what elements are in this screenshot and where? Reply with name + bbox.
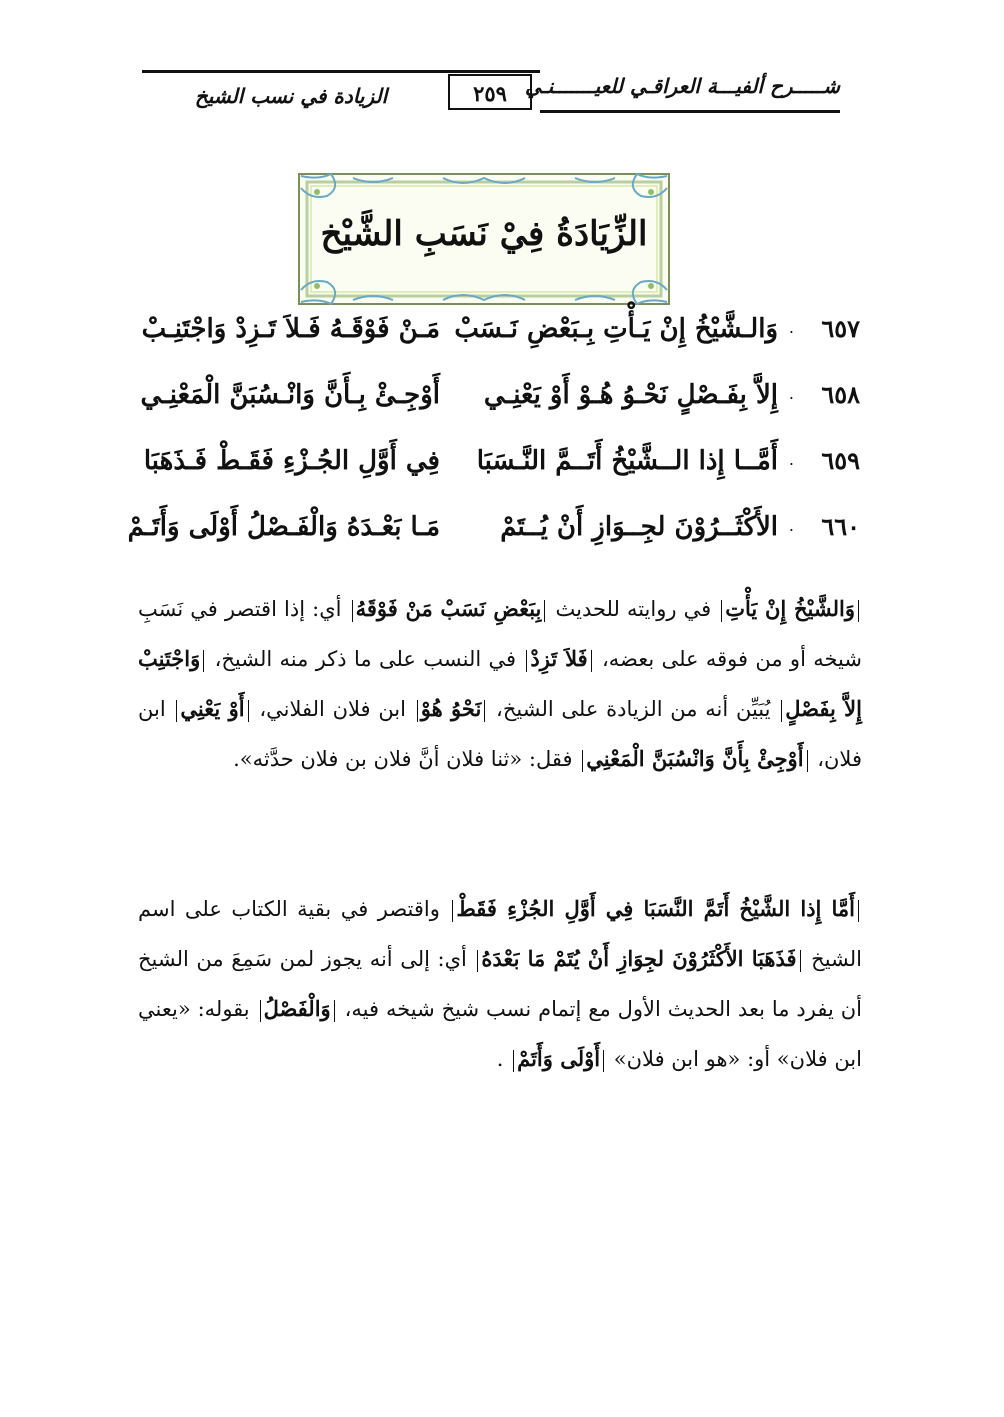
- commentary-paragraph: [138, 584, 862, 784]
- commentary-text: ابن فلان الفلاني،: [259, 697, 406, 721]
- verse-separator: .: [788, 384, 794, 403]
- quote-bar: [858, 600, 859, 622]
- quoted-verse: نَحْوُ هُوْ: [420, 696, 482, 721]
- header-rule-top: [142, 70, 540, 73]
- quote-bar: [260, 1000, 261, 1022]
- quote-bar: [591, 650, 592, 672]
- verse-separator: .: [788, 516, 794, 535]
- quote-bar: [452, 900, 453, 922]
- header-rule-bottom: [540, 110, 840, 113]
- verse-number: ٦٥٨: [821, 380, 860, 409]
- quote-bar: [176, 700, 177, 722]
- quoted-verse: وَالْفَصْلُ: [263, 996, 331, 1021]
- commentary-text: واقتصر في بقية الكتاب على اسم الشيخ: [138, 897, 862, 971]
- commentary-text: ابن فلان،: [138, 697, 862, 771]
- commentary-text: بقوله: «يعني ابن فلان» أو: «هو ابن فلان»: [138, 997, 862, 1071]
- verse-line: [110, 380, 870, 420]
- verse-hemistich-first: الأَكْثَــرُوْنَ لجِــوَازِ أَنْ يُــتَمْ: [500, 512, 778, 542]
- quoted-verse: وَالشَّيْخُ إِنْ يَأْتِ: [725, 596, 855, 621]
- quoted-verse: أَوْلَى وَأَتَمْ: [517, 1046, 601, 1071]
- commentary-text: أي: إذا اقتصر في نَسَبِ شيخه أو من فوقه على بعضه،: [138, 597, 862, 671]
- page-number: ٢٥٩: [448, 74, 532, 110]
- quote-bar: [603, 1050, 604, 1072]
- quote-bar: [334, 1000, 335, 1022]
- quoted-verse: أَمَّا إِذا الشَّيْخُ أَتَمَّ النَّسَبَا فِي أَوَّلِ الجُزْءِ فَقَطْ: [456, 896, 855, 921]
- quote-bar: [807, 750, 808, 772]
- quote-bar: [477, 950, 478, 972]
- quoted-verse: أَوْجِئْ بِأَنَّ وَانْسُبَنَّ الْمَعْنِي: [586, 746, 804, 771]
- book-title: شـــــرح ألفيـــة العراقـي للعيـــــــنـي: [525, 74, 840, 98]
- verse-hemistich-second: أَوْجِـئْ بِـأَنَّ وَانْـسُبَنَّ الْمَعْنِـي: [140, 380, 440, 410]
- quoted-verse: فَلاَ تَزِدْ: [530, 646, 588, 671]
- verse-line: [110, 512, 870, 552]
- quote-bar: [417, 700, 418, 722]
- quote-bar: [352, 600, 353, 622]
- quoted-verse: وَاجْتَنِبْ إِلاَّ بِفَصْلٍ: [138, 646, 862, 721]
- commentary-text: أي: إلى أنه يجوز لمن سَمِعَ من الشيخ أن يفرد ما بعد الحديث الأول مع إتمام نسب شيخ شيخه فيه،: [138, 947, 862, 1021]
- commentary-text: .: [496, 1047, 504, 1071]
- commentary-text: يُبَيِّن أنه من الزيادة على الشيخ،: [496, 697, 771, 721]
- quote-bar: [721, 600, 722, 622]
- quoted-verse: بِبَعْضِ نَسَبْ مَنْ فَوْقَهُ: [355, 596, 542, 621]
- quoted-verse: أَوْ يَعْنِي: [180, 696, 245, 721]
- verse-line: [110, 314, 870, 354]
- chapter-title: الزِّيَادَةُ فِيْ نَسَبِ الشَّيْخ: [320, 214, 648, 254]
- verse-hemistich-first: أَمَّــا إِذا الــشَّيْخُ أَتَــمَّ النَّـسَبَا: [476, 446, 778, 476]
- verse-number: ٦٥٩: [821, 446, 860, 475]
- verse-hemistich-second: فِي أَوَّلِ الجُـزْءِ فَقَـطْ فَـذَهَبَا: [143, 446, 440, 476]
- chapter-title-frame: [293, 168, 675, 310]
- quote-bar: [781, 700, 782, 722]
- verse-hemistich-second: مَـنْ فَوْقَـهُ فَـلاَ تَـزِدْ وَاجْتَنِـبْ: [141, 314, 440, 344]
- quoted-verse: فَذَهَبَا الأَكْثَرُوْنَ لجِوَازِ أَنْ يُتَمْ مَا بَعْدَهُ: [481, 946, 797, 971]
- verse-separator: .: [788, 318, 794, 337]
- verse-number: ٦٦٠: [821, 512, 860, 541]
- commentary-text: فقل: «ثنا فلان أنَّ فلان بن فلان حدَّثه».: [233, 747, 573, 771]
- quote-bar: [513, 1050, 514, 1072]
- quote-bar: [526, 650, 527, 672]
- verse-hemistich-first: وَالـشَّيْخُ إِنْ يَـأْتِ بِـبَعْضِ نَـسَبْ: [454, 314, 778, 344]
- quote-bar: [484, 700, 485, 722]
- quote-bar: [858, 900, 859, 922]
- quote-bar: [800, 950, 801, 972]
- verse-separator: .: [788, 450, 794, 469]
- quote-bar: [582, 750, 583, 772]
- quote-bar: [544, 600, 545, 622]
- commentary-text: في النسب على ما ذكر منه الشيخ،: [214, 647, 517, 671]
- commentary-paragraph: [138, 884, 862, 1084]
- section-title: الزيادة في نسب الشيخ: [194, 84, 388, 108]
- verse-line: [110, 446, 870, 486]
- verse-number: ٦٥٧: [821, 314, 860, 343]
- quote-bar: [203, 650, 204, 672]
- verse-hemistich-first: إِلاَّ بِفَـصْلٍ نَحْـوُ هُـوْ أَوْ يَعْنِـي: [483, 380, 778, 410]
- quote-bar: [248, 700, 249, 722]
- verse-hemistich-second: مَـا بَعْـدَهُ وَالْفَـصْلُ أَوْلَى وَأَتَـمْ: [127, 512, 440, 542]
- commentary-text: في روايته للحديث: [555, 597, 712, 621]
- running-header: [142, 66, 840, 122]
